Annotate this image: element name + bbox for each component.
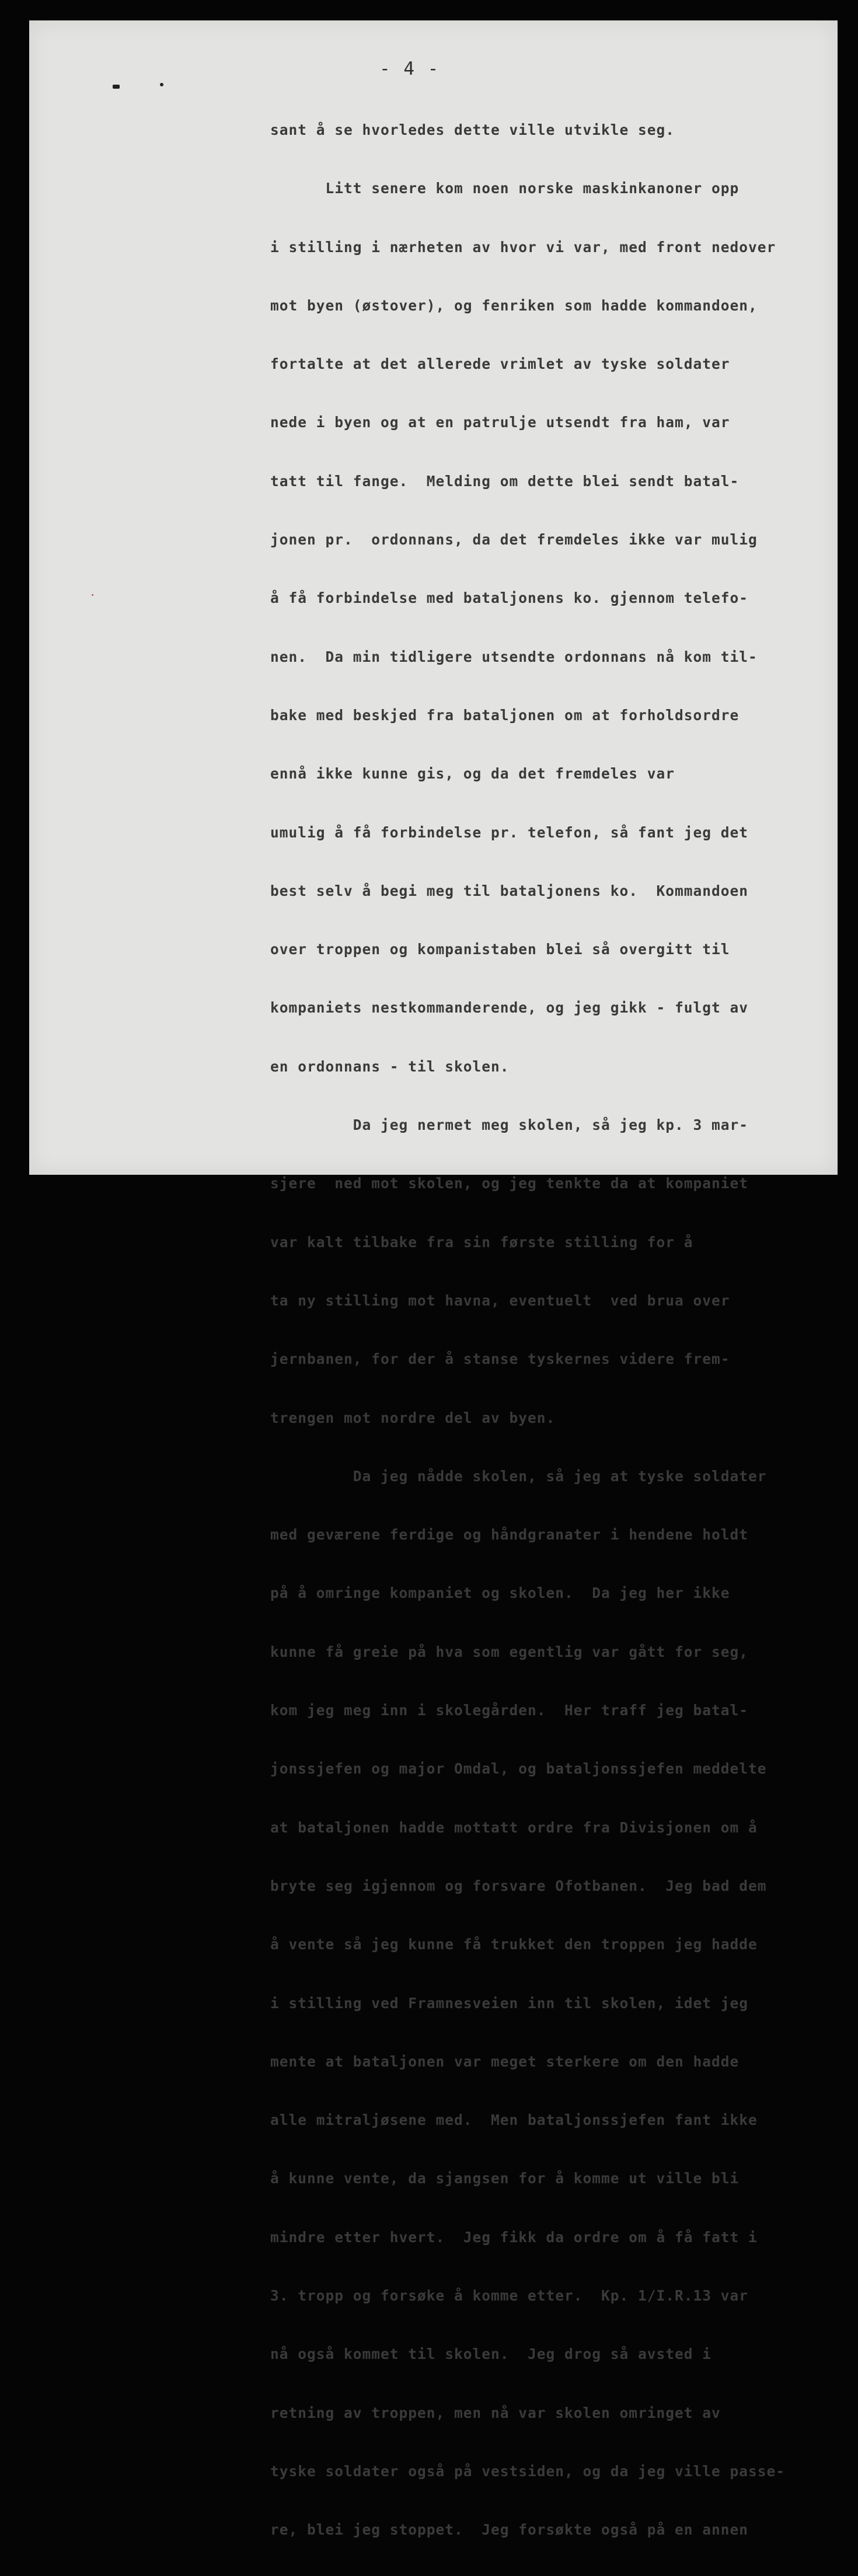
text-line: en ordonnans - til skolen. (270, 1057, 510, 1075)
text-line: bryte seg igjennom og forsvare Ofotbanen. Jeg bad dem (270, 1877, 767, 1894)
text-line: Da jeg nådde skolen, så jeg at tyske soldater (270, 1467, 767, 1485)
text-line: i stilling i nærheten av hvor vi var, med front nedover (270, 238, 776, 256)
text-line: kunne få greie på hva som egentlig var gått for seg, (270, 1643, 749, 1660)
text-line: re, blei jeg stoppet. Jeg forsøkte også på en annen (270, 2521, 749, 2539)
ink-speck (92, 594, 93, 596)
text-line: Litt senere kom noen norske maskinkanoner opp (270, 180, 740, 197)
text-line: bake med beskjed fra bataljonen om at forholdsordre (270, 706, 740, 724)
text-line: fortalte at det allerede vrimlet av tyske soldater (270, 355, 730, 373)
text-line: mindre etter hvert. Jeg fikk da ordre om å få fatt i (270, 2228, 758, 2246)
text-line: jernbanen, for der å stanse tyskernes videre frem- (270, 1350, 730, 1368)
text-line: å kunne vente, da sjangsen for å komme ut ville bli (270, 2170, 740, 2187)
text-line: alle mitraljøsene med. Men bataljonssjefen fant ikke (270, 2111, 758, 2129)
body-text (270, 84, 831, 2576)
text-line: jonen pr. ordonnans, da det fremdeles ikke var mulig (270, 531, 758, 549)
text-line: mot byen (østover), og fenriken som hadde kommandoen, (270, 296, 758, 314)
text-line: ta ny stilling mot havna, eventuelt ved brua over (270, 1292, 730, 1309)
text-line: best selv å begi meg til bataljonens ko. Kommandoen (270, 882, 749, 899)
text-line: tyske soldater også på vestsiden, og da jeg ville passe- (270, 2462, 786, 2480)
text-line: nå også kommet til skolen. Jeg drog så avsted i (270, 2345, 712, 2363)
text-line: å få forbindelse med bataljonens ko. gjennom telefo- (270, 589, 749, 607)
text-line: å vente så jeg kunne få trukket den troppen jeg hadde (270, 1936, 758, 1953)
text-line: på å omringe kompaniet og skolen. Da jeg her ikke (270, 1584, 730, 1602)
text-line: sjere ned mot skolen, og jeg tenkte da at kompaniet (270, 1175, 749, 1192)
text-line: jonssjefen og major Omdal, og bataljonssjefen meddelte (270, 1760, 767, 1778)
text-line: kompaniets nestkommanderende, og jeg gikk - fulgt av (270, 999, 749, 1017)
text-line: retning av troppen, men nå var skolen omringet av (270, 2404, 721, 2421)
text-line: sant å se hvorledes dette ville utvikle seg. (270, 121, 675, 138)
page-number: - 4 - (379, 58, 440, 79)
text-line: i stilling ved Framnesveien inn til skolen, idet jeg (270, 1994, 749, 2012)
text-line: nen. Da min tidligere utsendte ordonnans nå kom til- (270, 648, 758, 665)
text-line: trengen mot nordre del av byen. (270, 1409, 556, 1426)
text-line: umulig å få forbindelse pr. telefon, så fant jeg det (270, 823, 749, 841)
text-line: ennå ikke kunne gis, og da det fremdeles var (270, 765, 675, 783)
text-line: nede i byen og at en patrulje utsendt fra ham, var (270, 414, 730, 431)
punch-mark (113, 85, 120, 89)
text-line: mente at bataljonen var meget sterkere om den hadde (270, 2053, 740, 2070)
text-line: med geværene ferdige og håndgranater i hendene holdt (270, 1526, 749, 1544)
punch-mark (160, 83, 163, 86)
text-line: var kalt tilbake fra sin første stilling for å (270, 1233, 693, 1251)
text-line: at bataljonen hadde mottatt ordre fra Divisjonen om å (270, 1818, 758, 1836)
text-line: Da jeg nermet meg skolen, så jeg kp. 3 mar- (270, 1116, 749, 1134)
text-line: over troppen og kompanistaben blei så overgitt til (270, 941, 730, 958)
text-line: 3. tropp og forsøke å komme etter. Kp. 1/I.R.13 var (270, 2287, 749, 2304)
text-line: kom jeg meg inn i skolegården. Her traff jeg batal- (270, 1702, 749, 1719)
text-line: tatt til fange. Melding om dette blei sendt batal- (270, 472, 740, 490)
